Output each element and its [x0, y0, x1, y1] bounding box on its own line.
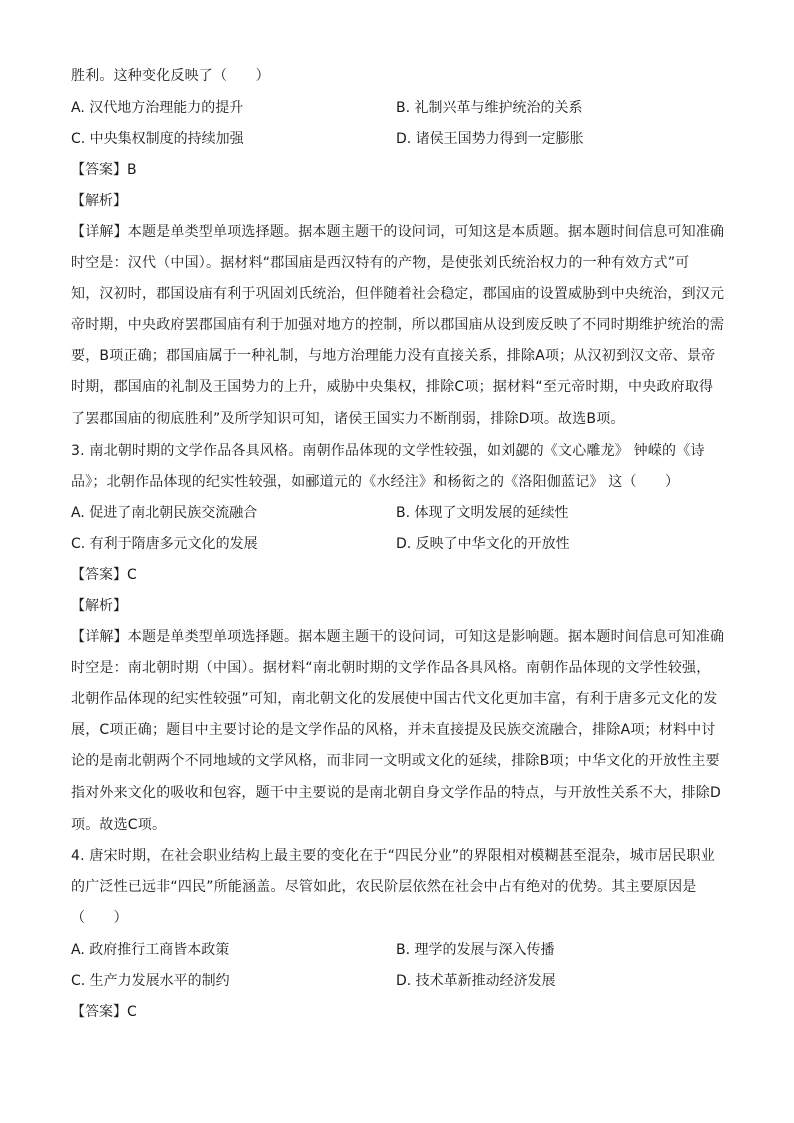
question-4-stem: （ ） [71, 910, 128, 926]
detail-line: 帝时期，中央政府罢郡国庙有利于加强对地方的控制，所以郡国庙从设到废反映了不同时期维护统治的需 [71, 317, 725, 333]
answer-label: 【答案】C [71, 1004, 137, 1020]
answer-label: 【答案】B [71, 162, 137, 178]
detail-line: 项。故选C项。 [71, 817, 167, 833]
option-a: A. 促进了南北朝民族交流融合 [71, 505, 258, 521]
option-a: A. 政府推行工商皆本政策 [71, 942, 230, 958]
option-c: C. 有利于隋唐多元文化的发展 [71, 536, 258, 552]
option-c: C. 中央集权制度的持续加强 [71, 131, 244, 147]
detail-line: 论的是南北朝两个不同地域的文学风格，而非同一文明或文化的延续，排除B项；中华文化的开放性主要 [71, 753, 720, 769]
option-d: D. 技术革新推动经济发展 [396, 973, 556, 989]
analysis-label: 【解析】 [71, 598, 127, 614]
option-b: B. 礼制兴革与维护统治的关系 [396, 100, 583, 116]
question-stem-end: 胜利。这种变化反映了（ ） [71, 68, 270, 84]
option-b: B. 体现了文明发展的延续性 [396, 505, 569, 521]
option-a: A. 汉代地方治理能力的提升 [71, 100, 244, 116]
option-d: D. 反映了中华文化的开放性 [396, 536, 570, 552]
question-4-stem: 4. 唐宋时期，在社会职业结构上最主要的变化在于“四民分业”的界限相对模糊甚至混杂，城市居民职业 [71, 848, 715, 864]
question-3-stem: 3. 南北朝时期的文学作品各具风格。南朝作品体现的文学性较强，如刘勰的《文心雕龙》 钟嵘的《诗 [71, 443, 705, 459]
option-c: C. 生产力发展水平的制约 [71, 973, 230, 989]
question-4-stem: 的广泛性已远非“四民”所能涵盖。尽管如此，农民阶层依然在社会中占有绝对的优势。其主要原因是 [71, 879, 697, 895]
question-3-stem: 品》；北朝作品体现的纪实性较强，如郦道元的《水经注》和杨衒之的《洛阳伽蓝记》 这（ ） [71, 474, 680, 490]
detail-line: 要，B项正确；郡国庙属于一种礼制，与地方治理能力没有直接关系，排除A项；从汉初到汉文帝、景帝 [71, 348, 716, 364]
detail-line: 【详解】本题是单类型单项选择题。据本题主题干的设问词，可知这是本质题。据本题时间信息可知准确 [71, 224, 725, 240]
option-b: B. 理学的发展与深入传播 [396, 942, 555, 958]
detail-line: 时空是：南北朝时期（中国）。据材料“南北朝时期的文学作品各具风格。南朝作品体现的文学性较强， [71, 660, 711, 676]
analysis-label: 【解析】 [71, 193, 127, 209]
option-d: D. 诸侯王国势力得到一定膨胀 [396, 131, 584, 147]
detail-line: 【详解】本题是单类型单项选择题。据本题主题干的设问词，可知这是影响题。据本题时间信息可知准确 [71, 629, 725, 645]
detail-line: 展，C项正确；题目中主要讨论的是文学作品的风格，并未直接提及民族交流融合，排除A项；材料中讨 [71, 722, 716, 738]
detail-line: 时空是：汉代（中国）。据材料“郡国庙是西汉特有的产物，是使张刘氏统治权力的一种有效方式”可 [71, 255, 690, 271]
detail-line: 了罢郡国庙的彻底胜利”及所学知识可知，诸侯王国实力不断削弱，排除D项。故选B项。 [71, 411, 625, 427]
detail-line: 知，汉初时，郡国设庙有利于巩固刘氏统治，但伴随着社会稳定，郡国庙的设置威胁到中央统治，到汉元 [71, 286, 725, 302]
answer-label: 【答案】C [71, 567, 137, 583]
detail-line: 指对外来文化的吸收和包容，题干中主要说的是南北朝自身文学作品的特点，与开放性关系不大，排除D [71, 785, 721, 801]
detail-line: 时期，郡国庙的礼制及王国势力的上升，威胁中央集权，排除C项；据材料“至元帝时期，中央政府取得 [71, 379, 714, 395]
detail-line: 北朝作品体现的纪实性较强”可知，南北朝文化的发展使中国古代文化更加丰富，有利于唐多元文化的发 [71, 691, 718, 707]
